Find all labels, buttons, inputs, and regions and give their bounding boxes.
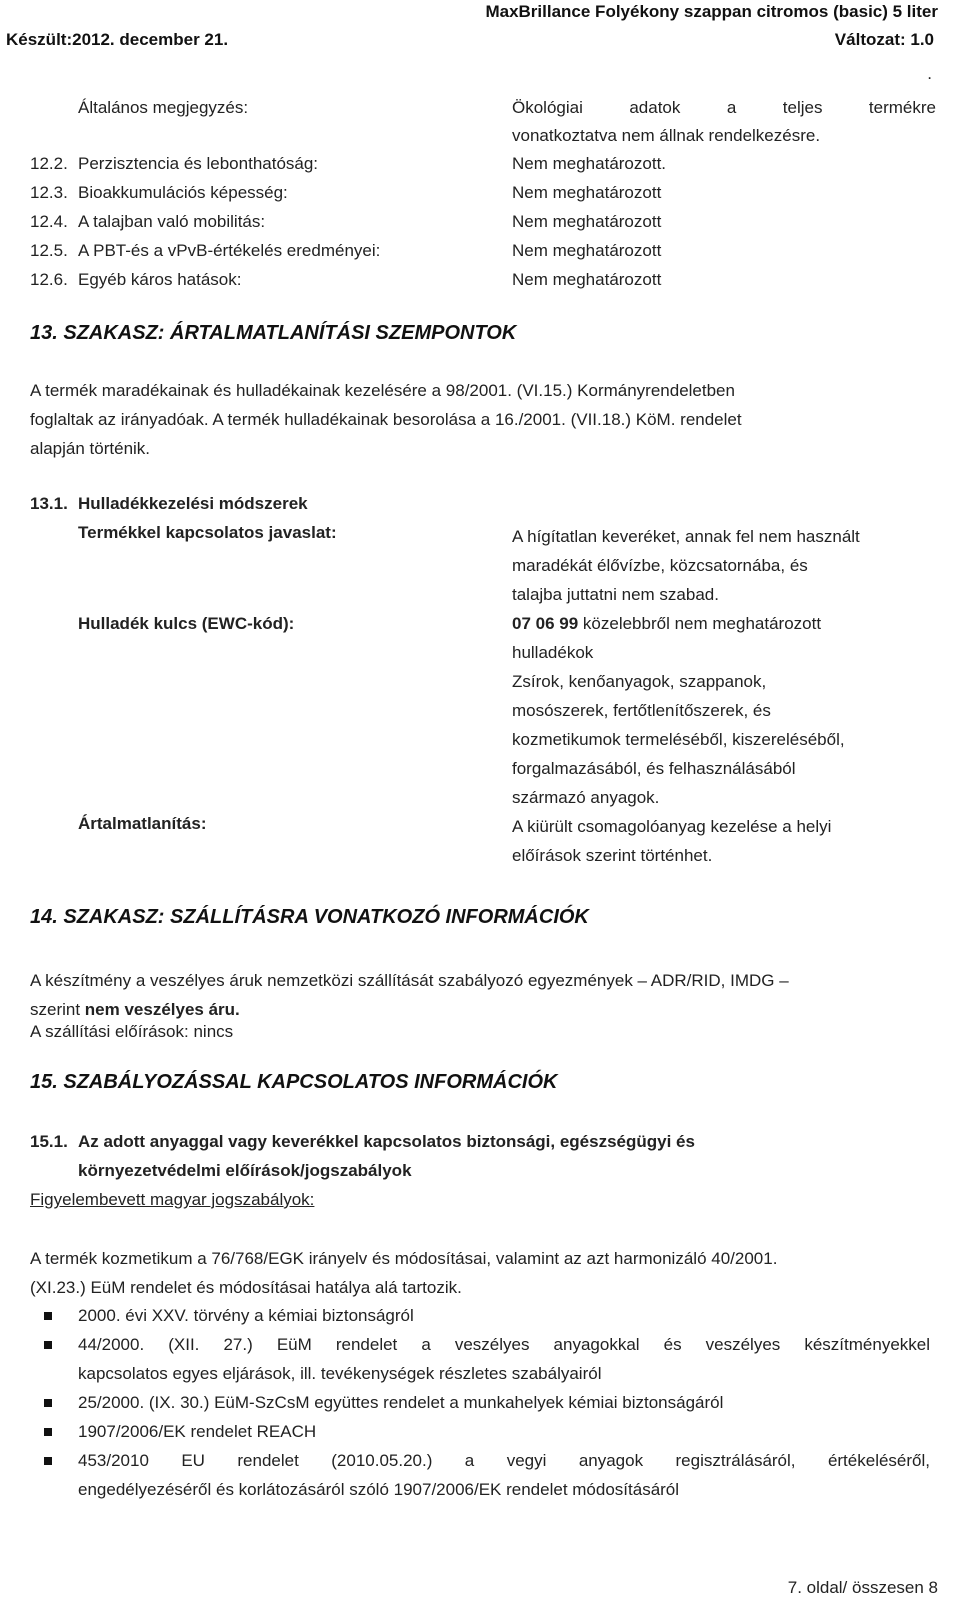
row-12-5-label: A PBT-és a vPvB-értékelés eredményei: — [78, 241, 381, 260]
header-dot: . — [927, 64, 932, 83]
product-recommendation-line3: talajba juttatni nem szabad. — [512, 585, 719, 604]
waste-code-line3: Zsírok, kenőanyagok, szappanok, — [512, 672, 767, 691]
waste-code-label: Hulladék kulcs (EWC-kód): — [78, 614, 295, 633]
s13-intro-line3: alapján történik. — [30, 439, 151, 458]
s14-not-dangerous: nem veszélyes áru. — [84, 1000, 240, 1019]
law-item-4: 1907/2006/EK rendelet REACH — [78, 1422, 317, 1441]
waste-code-line2: hulladékok — [512, 643, 594, 662]
waste-code-desc: közelebbről nem meghatározott — [578, 614, 822, 633]
disposal-label: Ártalmatlanítás: — [78, 814, 207, 833]
row-12-2-label: Perzisztencia és lebonthatóság: — [78, 154, 319, 173]
s13-intro-line2: foglaltak az irányadóak. A termék hulladékainak besorolása a 16./2001. (VII.18.) KöM. rendelet — [30, 410, 742, 429]
s13-intro-line1: A termék maradékainak és hulladékainak kezelésére a 98/2001. (VI.15.) Kormányrendeletben — [30, 381, 735, 400]
waste-code-line4: mosószerek, fertőtlenítőszerek, és — [512, 701, 771, 720]
bullet-icon — [44, 1399, 52, 1407]
s13-1-number: 13.1. — [30, 494, 68, 513]
s14-line1: A készítmény a veszélyes áruk nemzetközi szállítását szabályozó egyezmények – ADR/RID, IMDG – — [30, 971, 789, 990]
bullet-icon — [44, 1457, 52, 1465]
bullet-icon — [44, 1312, 52, 1320]
row-12-5-value: Nem meghatározott — [512, 241, 662, 260]
law-item-2-line2: kapcsolatos egyes eljárások, ill. tevékenységek részletes szabályairól — [78, 1364, 602, 1383]
law-item-3: 25/2000. (IX. 30.) EüM-SzCsM együttes rendelet a munkahelyek kémiai biztonságáról — [78, 1393, 724, 1412]
general-note-label: Általános megjegyzés: — [78, 98, 249, 117]
general-note-value-line1: Ökológiai adatok a teljes termékre — [512, 98, 936, 117]
product-recommendation-line1: A hígítatlan keveréket, annak fel nem használt — [512, 527, 860, 546]
s15-1-title-line2: környezetvédelmi előírások/jogszabályok — [78, 1161, 412, 1180]
s15-1-title-line1: Az adott anyaggal vagy keverékkel kapcsolatos biztonsági, egészségügyi és — [78, 1132, 695, 1151]
row-12-4-value: Nem meghatározott — [512, 212, 662, 231]
row-12-2-number: 12.2. — [30, 154, 68, 173]
bullet-icon — [44, 1341, 52, 1349]
s15-para-line2: (XI.23.) EüM rendelet és módosításai hatálya alá tartozik. — [30, 1278, 462, 1297]
disposal-line1: A kiürült csomagolóanyag kezelése a helyi — [512, 817, 832, 836]
waste-code: 07 06 99 — [512, 614, 579, 633]
waste-code-line5: kozmetikumok termeléséből, kiszereléséből, — [512, 730, 845, 749]
product-recommendation-line2: maradékát élővízbe, közcsatornába, és — [512, 556, 808, 575]
law-item-1: 2000. évi XXV. törvény a kémiai biztonságról — [78, 1306, 414, 1325]
page-number: 7. oldal/ összesen 8 — [787, 1578, 938, 1597]
s15-1-number: 15.1. — [30, 1132, 68, 1151]
s14-line2-prefix: szerint — [30, 1000, 85, 1019]
row-12-3-label: Bioakkumulációs képesség: — [78, 183, 288, 202]
waste-code-line1 — [512, 614, 821, 634]
row-12-4-label: A talajban való mobilitás: — [78, 212, 266, 231]
law-item-2-line1: 44/2000. (XII. 27.) EüM rendelet a veszélyes anyagokkal és veszélyes készítményekkel — [78, 1335, 930, 1354]
s14-line3: A szállítási előírások: nincs — [30, 1022, 234, 1041]
disposal-line2: előírások szerint történhet. — [512, 846, 713, 865]
row-12-6-value: Nem meghatározott — [512, 270, 662, 289]
section-15-title: 15. SZABÁLYOZÁSSAL KAPCSOLATOS INFORMÁCIÓK — [30, 1071, 558, 1093]
product-recommendation-label: Termékkel kapcsolatos javaslat: — [78, 523, 337, 542]
waste-code-line7: származó anyagok. — [512, 788, 660, 807]
general-note-value-line2: vonatkoztatva nem állnak rendelkezésre. — [512, 126, 821, 145]
row-12-6-number: 12.6. — [30, 270, 68, 289]
row-12-6-label: Egyéb káros hatások: — [78, 270, 242, 289]
product-title: MaxBrillance Folyékony szappan citromos (basic) 5 liter — [485, 2, 938, 21]
row-12-3-value: Nem meghatározott — [512, 183, 662, 202]
bullet-icon — [44, 1428, 52, 1436]
row-12-5-number: 12.5. — [30, 241, 68, 260]
hungarian-laws-heading: Figyelembevett magyar jogszabályok: — [30, 1190, 315, 1209]
s13-1-title: Hulladékkezelési módszerek — [78, 494, 308, 513]
section-13-title: 13. SZAKASZ: ÁRTALMATLANÍTÁSI SZEMPONTOK — [30, 322, 517, 344]
law-item-5-line1: 453/2010 EU rendelet (2010.05.20.) a vegyi anyagok regisztrálásáról, értékeléséről, — [78, 1451, 930, 1470]
section-14-title: 14. SZAKASZ: SZÁLLÍTÁSRA VONATKOZÓ INFORMÁCIÓK — [30, 906, 589, 928]
waste-code-line6: forgalmazásából, és felhasználásából — [512, 759, 796, 778]
created-date: Készült:2012. december 21. — [6, 30, 229, 49]
s14-line2 — [30, 1000, 240, 1020]
s15-para-line1: A termék kozmetikum a 76/768/EGK irányelv és módosításai, valamint az azt harmonizáló 40/2001. — [30, 1249, 778, 1268]
law-item-5-line2: engedélyezéséről és korlátozásáról szóló 1907/2006/EK rendelet módosításáról — [78, 1480, 680, 1499]
row-12-2-value: Nem meghatározott. — [512, 154, 667, 173]
version-label: Változat: 1.0 — [834, 30, 934, 49]
row-12-4-number: 12.4. — [30, 212, 68, 231]
row-12-3-number: 12.3. — [30, 183, 68, 202]
